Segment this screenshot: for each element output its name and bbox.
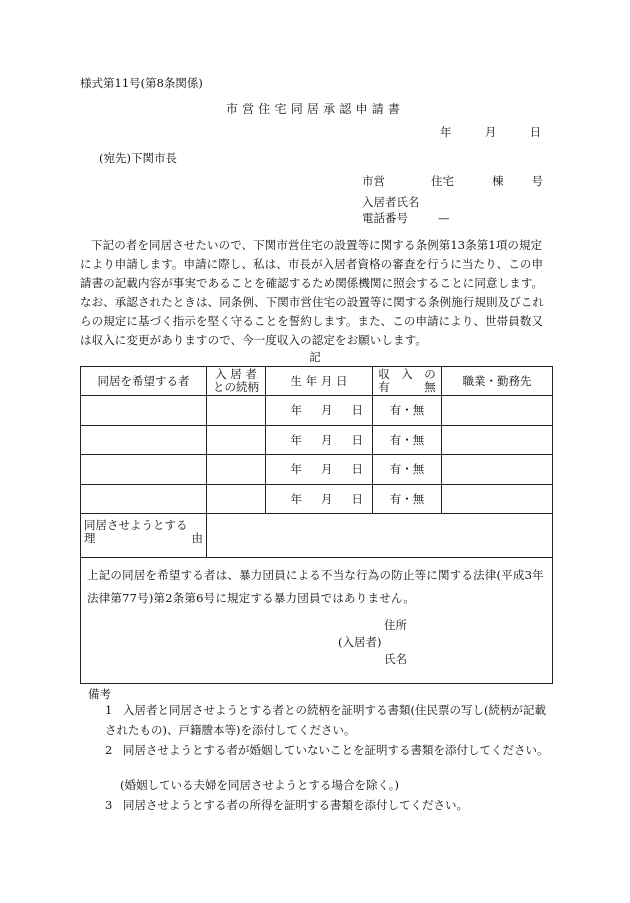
note-number: 2 — [105, 743, 113, 757]
note-number: 1 — [105, 703, 113, 717]
relation-input-cell[interactable] — [207, 484, 266, 514]
note-item-3 — [105, 795, 551, 815]
declaration-row — [81, 558, 553, 684]
birth-year: 年 — [290, 462, 302, 477]
record-mark: 記 — [309, 350, 321, 364]
address-mid: 住宅 — [431, 174, 454, 188]
form-number: 様式第11号(第8条関係) — [80, 76, 203, 90]
note-text: 同居させようとする者が婚姻していないことを証明する書類を添付してください。 — [123, 743, 549, 757]
income-cell[interactable] — [373, 425, 442, 455]
header-income-line2: 有 無 — [378, 380, 436, 394]
document-title: 市営住宅同居承認申請書 — [225, 102, 405, 116]
relation-input-cell[interactable] — [207, 425, 266, 455]
reason-label-ri: 理 — [84, 531, 96, 545]
relation-input-cell[interactable] — [207, 455, 266, 485]
declaration-text: 上記の同居を希望する者は、暴力団員による不当な行為の防止等に関する法律(平成3年法律第77号)第2条第6号に規定する暴力団員ではありません。 — [87, 568, 544, 605]
table-row — [81, 455, 553, 485]
income-choice: 有・無 — [389, 432, 425, 447]
birthdate-cell[interactable] — [266, 484, 373, 514]
birth-day: 日 — [351, 491, 363, 506]
occupation-input-cell[interactable] — [442, 484, 553, 514]
income-choice: 有・無 — [389, 491, 425, 506]
birth-month: 月 — [321, 462, 333, 477]
header-name: 同居を希望する者 — [81, 367, 207, 396]
phone-label: 電話番号 — [362, 211, 408, 225]
cohabitant-table — [80, 366, 553, 684]
table-row — [81, 425, 553, 455]
notes-heading: 備考 — [88, 687, 111, 701]
name-input-cell[interactable] — [81, 396, 207, 426]
birth-day: 日 — [351, 432, 363, 447]
applicant-name-label: 入居者氏名 — [362, 195, 420, 209]
income-choice: 有・無 — [389, 403, 425, 418]
relation-input-cell[interactable] — [207, 396, 266, 426]
addressee: (宛先)下関市長 — [99, 151, 177, 165]
header-relation-line2: との続柄 — [213, 380, 259, 394]
date-month: 月 — [484, 125, 497, 139]
birthdate-cell[interactable] — [266, 425, 373, 455]
date-day: 日 — [529, 125, 542, 139]
signature-address-label: 住所 — [384, 618, 407, 632]
header-birthdate: 生 年 月 日 — [266, 367, 373, 396]
income-choice: 有・無 — [389, 462, 425, 477]
signature-name-label: 氏名 — [384, 652, 407, 666]
table-header-row — [81, 367, 553, 396]
body-paragraph — [80, 236, 550, 350]
note-text: (婚姻している夫婦を同居させようとする場合を除く。) — [120, 778, 399, 792]
signature-resident-label: (入居者) — [338, 635, 382, 649]
birth-month: 月 — [321, 403, 333, 418]
occupation-input-cell[interactable] — [442, 455, 553, 485]
note-item-2 — [105, 740, 551, 760]
income-cell[interactable] — [373, 484, 442, 514]
note-number: 3 — [105, 798, 113, 812]
reason-label-yu: 由 — [191, 531, 203, 545]
birth-month: 月 — [321, 491, 333, 506]
note-text: 入居者と同居させようとする者との続柄を証明する書類(住民票の写し(続柄が記載されたもの)、戸籍謄本等)を添付してください。 — [105, 703, 546, 737]
header-income-line1: 収 入 の — [378, 367, 436, 381]
name-input-cell[interactable] — [81, 484, 207, 514]
birth-year: 年 — [290, 403, 302, 418]
reason-input-cell[interactable] — [207, 514, 553, 558]
note-item-1 — [105, 700, 551, 740]
income-cell[interactable] — [373, 455, 442, 485]
address-building: 棟 — [492, 174, 504, 188]
body-paragraph-text: 下記の者を同居させたいので、下関市営住宅の設置等に関する条例第13条第1項の規定により申請します。申請に際し、私は、市長が入居者資格の審査を行うに当たり、この申請書の記載内容が事実であることを確認するため関係機関に照会することに同意します。なお、承認されたときは、同条例、下関市営住宅の設置等に関する条例施行規則及びこれらの規定に基づく指示を堅く守ることを誓約します。また、この申請により、世帯員数又は収入に変更がありますので、今一度収入の認定をお願いします。 — [80, 238, 544, 347]
birth-day: 日 — [351, 403, 363, 418]
header-relation-line1: 入 居 者 — [215, 367, 257, 381]
applicant-phone — [362, 210, 450, 226]
birthdate-cell[interactable] — [266, 396, 373, 426]
note-text: 同居させようとする者の所得を証明する書類を添付してください。 — [123, 798, 468, 812]
occupation-input-cell[interactable] — [442, 396, 553, 426]
reason-row — [81, 514, 553, 558]
reason-label-line1: 同居させようとする — [84, 518, 188, 532]
birth-day: 日 — [351, 462, 363, 477]
header-relation — [207, 367, 266, 396]
reason-label — [81, 514, 207, 558]
occupation-input-cell[interactable] — [442, 425, 553, 455]
name-input-cell[interactable] — [81, 455, 207, 485]
birthdate-cell[interactable] — [266, 455, 373, 485]
date-line — [440, 124, 541, 140]
income-cell[interactable] — [373, 396, 442, 426]
applicant-address — [362, 173, 543, 189]
reason-label-line2 — [84, 532, 206, 545]
address-unit: 号 — [531, 174, 543, 188]
declaration-cell — [81, 558, 553, 684]
note-item-2-sub — [120, 775, 566, 795]
phone-separator: — — [438, 211, 450, 225]
header-occupation: 職業・勤務先 — [442, 367, 553, 396]
table-row — [81, 484, 553, 514]
date-year: 年 — [440, 125, 452, 139]
address-prefix: 市営 — [362, 174, 385, 188]
header-income — [373, 367, 442, 396]
name-input-cell[interactable] — [81, 425, 207, 455]
birth-year: 年 — [290, 432, 302, 447]
birth-year: 年 — [290, 491, 302, 506]
table-row — [81, 396, 553, 426]
birth-month: 月 — [321, 432, 333, 447]
